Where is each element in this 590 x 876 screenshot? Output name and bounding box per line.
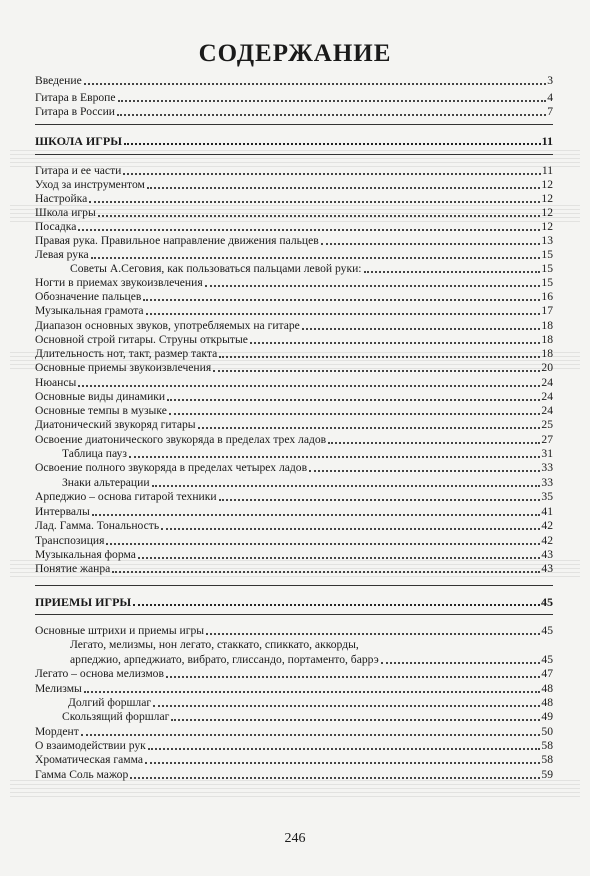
leader-dots: [302, 328, 541, 330]
leader-dots: [84, 83, 546, 85]
toc-entry-label: Основной строй гитары. Струны открытые: [35, 333, 248, 346]
leader-dots: [89, 201, 540, 203]
toc-entry[interactable]: [35, 738, 553, 753]
toc-entry-label: Гамма Соль мажор: [35, 768, 129, 781]
toc-entry-page: 15: [541, 248, 553, 261]
leader-dots: [328, 442, 540, 444]
toc-entry-page: 12: [541, 206, 553, 219]
toc-entry-page: 48: [541, 696, 553, 709]
toc-subentry[interactable]: [62, 446, 553, 461]
toc-entry[interactable]: [35, 163, 553, 178]
toc-entry-label: арпеджио, арпеджиато, вибрато, глиссандо, портаменто, баррэ: [70, 653, 379, 666]
toc-entry-page: 24: [541, 390, 553, 403]
leader-dots: [205, 285, 541, 287]
toc-entry[interactable]: [35, 504, 553, 519]
toc-entry-label: Знаки альтерации: [62, 476, 150, 489]
toc-entry[interactable]: [35, 417, 553, 432]
toc-entry[interactable]: [35, 561, 553, 576]
leader-dots: [106, 543, 540, 545]
toc-subentry[interactable]: [68, 695, 553, 710]
toc-subentry-line: [70, 637, 553, 652]
toc-entry-label: Освоение диатонического звукоряда в пределах трех ладов: [35, 433, 327, 446]
leader-dots: [123, 173, 540, 175]
toc-entry-page: 43: [541, 548, 553, 561]
toc-entry-label: Уход за инструментом: [35, 178, 145, 191]
toc-entry-label: Мелизмы: [35, 682, 82, 695]
leader-dots: [98, 215, 541, 217]
toc-section-heading[interactable]: [35, 594, 553, 609]
toc-entry[interactable]: [35, 191, 553, 206]
toc-entry[interactable]: [35, 724, 553, 739]
leader-dots: [78, 385, 540, 387]
toc-entry-page: 59: [541, 768, 553, 781]
toc-entry-label: Школа игры: [35, 206, 96, 219]
leader-dots: [167, 399, 540, 401]
toc-entry-label: Правая рука. Правильное направление движения пальцев: [35, 234, 319, 247]
toc-entry-page: 15: [541, 276, 553, 289]
leader-dots: [133, 604, 540, 606]
toc-entry-label: Гитара и ее части: [35, 164, 122, 177]
toc-entry-page: 27: [541, 433, 553, 446]
leader-dots: [138, 557, 541, 559]
toc-entry-label: ШКОЛА ИГРЫ: [35, 134, 123, 148]
toc-entry[interactable]: [35, 205, 553, 220]
toc-entry-page: 18: [541, 333, 553, 346]
toc-entry-page: 33: [541, 461, 553, 474]
leader-dots: [130, 777, 540, 779]
toc-entry[interactable]: [35, 303, 553, 318]
toc-entry-label: Музыкальная грамота: [35, 304, 144, 317]
toc-entry[interactable]: [35, 275, 553, 290]
toc-entry-page: 24: [541, 376, 553, 389]
toc-entry-page: 11: [541, 164, 553, 177]
toc-entry-page: 16: [541, 290, 553, 303]
leader-dots: [161, 528, 540, 530]
toc-entry-page: 24: [541, 404, 553, 417]
leader-dots: [171, 719, 540, 721]
leader-dots: [169, 413, 541, 415]
toc-entry-page: 12: [541, 220, 553, 233]
toc-entry-label: Освоение полного звукоряда в пределах четырех ладов: [35, 461, 308, 474]
toc-entry-page: 13: [541, 234, 553, 247]
leader-dots: [219, 356, 540, 358]
toc-entry[interactable]: [35, 403, 553, 418]
toc-entry[interactable]: [35, 547, 553, 562]
toc-entry-label: Легато – основа мелизмов: [35, 667, 164, 680]
leader-dots: [124, 143, 541, 145]
toc-entry-label: ПРИЕМЫ ИГРЫ: [35, 595, 132, 609]
toc-entry[interactable]: [35, 752, 553, 767]
leader-dots: [309, 470, 540, 472]
leader-dots: [219, 499, 541, 501]
toc-entry-page: 18: [541, 319, 553, 332]
toc-entry-page: 3: [547, 74, 553, 87]
leader-dots: [112, 571, 540, 573]
leader-dots: [84, 691, 541, 693]
toc-entry-label: Основные темпы в музыке: [35, 404, 167, 417]
toc-entry-page: 42: [541, 534, 553, 547]
toc-entry[interactable]: [35, 104, 553, 119]
leader-dots: [117, 114, 546, 116]
toc-entry-label: Легато, мелизмы, нон легато, стаккато, спиккато, аккорды,: [70, 638, 359, 651]
toc-entry-page: 31: [541, 447, 553, 460]
leader-dots: [118, 100, 547, 102]
toc-entry[interactable]: [35, 389, 553, 404]
leader-dots: [321, 243, 541, 245]
leader-dots: [78, 229, 540, 231]
toc-entry-page: 45: [541, 624, 553, 637]
toc-entry-label: Введение: [35, 74, 82, 87]
toc-entry[interactable]: [35, 533, 553, 548]
toc-entry-page: 58: [541, 739, 553, 752]
leader-dots: [152, 485, 541, 487]
toc-entry-label: Скользящий форшлаг: [62, 710, 170, 723]
toc-entry-page: 33: [541, 476, 553, 489]
toc-entry[interactable]: [35, 681, 553, 696]
leader-dots: [92, 514, 541, 516]
toc-entry-label: Основные виды динамики: [35, 390, 166, 403]
toc-entry-label: Хроматическая гамма: [35, 753, 144, 766]
leader-dots: [129, 456, 540, 458]
toc-entry[interactable]: [35, 432, 553, 447]
page-title: СОДЕРЖАНИЕ: [198, 40, 392, 67]
toc-entry-page: 45: [541, 653, 553, 666]
toc-entry-label: Лад. Гамма. Тональность: [35, 519, 160, 532]
leader-dots: [364, 271, 541, 273]
leader-dots: [145, 762, 540, 764]
toc-entry-label: Настройка: [35, 192, 88, 205]
toc-subentry[interactable]: [70, 261, 553, 276]
toc-entry[interactable]: [35, 767, 553, 782]
leader-dots: [381, 662, 541, 664]
leader-dots: [198, 427, 541, 429]
toc-entry[interactable]: [35, 90, 553, 105]
toc-entry-label: Долгий форшлаг: [68, 696, 152, 709]
leader-dots: [148, 748, 541, 750]
leader-dots: [81, 734, 541, 736]
toc-entry-page: 25: [541, 418, 553, 431]
toc-entry[interactable]: [35, 375, 553, 390]
toc-entry-label: Музыкальная форма: [35, 548, 136, 561]
leader-dots: [146, 313, 541, 315]
toc-entry-label: Диапазон основных звуков, употребляемых на гитаре: [35, 319, 300, 332]
toc-entry-label: Мордент: [35, 725, 79, 738]
toc-entry-page: 11: [541, 134, 553, 148]
leader-dots: [91, 257, 541, 259]
toc-entry[interactable]: [35, 318, 553, 333]
toc-entry-page: 15: [541, 262, 553, 275]
toc-entry-label: Длительность нот, такт, размер такта: [35, 347, 218, 360]
toc-entry[interactable]: [35, 346, 553, 361]
toc-entry[interactable]: [35, 460, 553, 475]
leader-dots: [166, 676, 540, 678]
toc-entry-label: Советы А.Сеговия, как пользоваться пальцами левой руки:: [70, 262, 362, 275]
toc-entry-label: Интервалы: [35, 505, 90, 518]
toc-entry-label: Обозначение пальцев: [35, 290, 142, 303]
toc-entry-page: 41: [541, 505, 553, 518]
toc-entry-label: Основные штрихи и приемы игры: [35, 624, 205, 637]
toc-entry-page: 50: [541, 725, 553, 738]
section-divider: [35, 585, 553, 586]
toc-entry-page: 42: [541, 519, 553, 532]
toc-entry[interactable]: [35, 247, 553, 262]
toc-entry-label: Посадка: [35, 220, 77, 233]
toc-entry-page: 49: [541, 710, 553, 723]
toc-entry[interactable]: [35, 289, 553, 304]
toc-entry-label: Левая рука: [35, 248, 89, 261]
toc-entry-page: 4: [547, 91, 553, 104]
section-divider: [35, 124, 553, 125]
toc-entry-page: 7: [547, 105, 553, 118]
toc-entry-page: 12: [541, 178, 553, 191]
toc-entry-label: Гитара в России: [35, 105, 115, 118]
toc-entry[interactable]: [35, 73, 553, 88]
section-divider: [35, 154, 553, 155]
leader-dots: [153, 705, 540, 707]
toc-entry[interactable]: [35, 623, 553, 638]
toc-entry-label: Основные приемы звукоизвлечения: [35, 361, 212, 374]
toc-entry-page: 17: [541, 304, 553, 317]
leader-dots: [206, 633, 540, 635]
toc-entry-page: 58: [541, 753, 553, 766]
toc-subentry[interactable]: [70, 652, 553, 667]
toc-entry-label: Диатонический звукоряд гитары: [35, 418, 196, 431]
toc-entry-label: Транспозиция: [35, 534, 105, 547]
page-number: 246: [284, 831, 306, 846]
toc-entry-label: Арпеджио – основа гитарой техники: [35, 490, 217, 503]
toc-entry-page: 20: [541, 361, 553, 374]
toc-entry-page: 35: [541, 490, 553, 503]
section-divider: [35, 614, 553, 615]
toc-subentry[interactable]: [62, 475, 553, 490]
leader-dots: [147, 187, 541, 189]
leader-dots: [143, 299, 540, 301]
toc-entry[interactable]: [35, 518, 553, 533]
toc-entry-label: Нюансы: [35, 376, 77, 389]
toc-entry[interactable]: [35, 177, 553, 192]
toc-section-heading[interactable]: [35, 133, 553, 148]
toc-entry-label: О взаимодействии рук: [35, 739, 146, 752]
toc-subentry[interactable]: [62, 709, 553, 724]
toc-entry-label: Гитара в Европе: [35, 91, 116, 104]
toc-entry-page: 43: [541, 562, 553, 575]
toc-entry[interactable]: [35, 233, 553, 248]
leader-dots: [213, 370, 540, 372]
toc-entry-page: 48: [541, 682, 553, 695]
toc-entry-label: Таблица пауз: [62, 447, 127, 460]
toc-entry[interactable]: [35, 360, 553, 375]
toc-entry-page: 47: [541, 667, 553, 680]
leader-dots: [250, 342, 541, 344]
toc-entry-label: Ногти в приемах звукоизвлечения: [35, 276, 203, 289]
toc-entry-page: 45: [541, 595, 553, 609]
toc-entry[interactable]: [35, 666, 553, 681]
toc-entry[interactable]: [35, 489, 553, 504]
toc-entry-label: Понятие жанра: [35, 562, 111, 575]
toc-entry[interactable]: [35, 219, 553, 234]
toc-entry[interactable]: [35, 332, 553, 347]
toc-entry-page: 18: [541, 347, 553, 360]
toc-entry-page: 12: [541, 192, 553, 205]
